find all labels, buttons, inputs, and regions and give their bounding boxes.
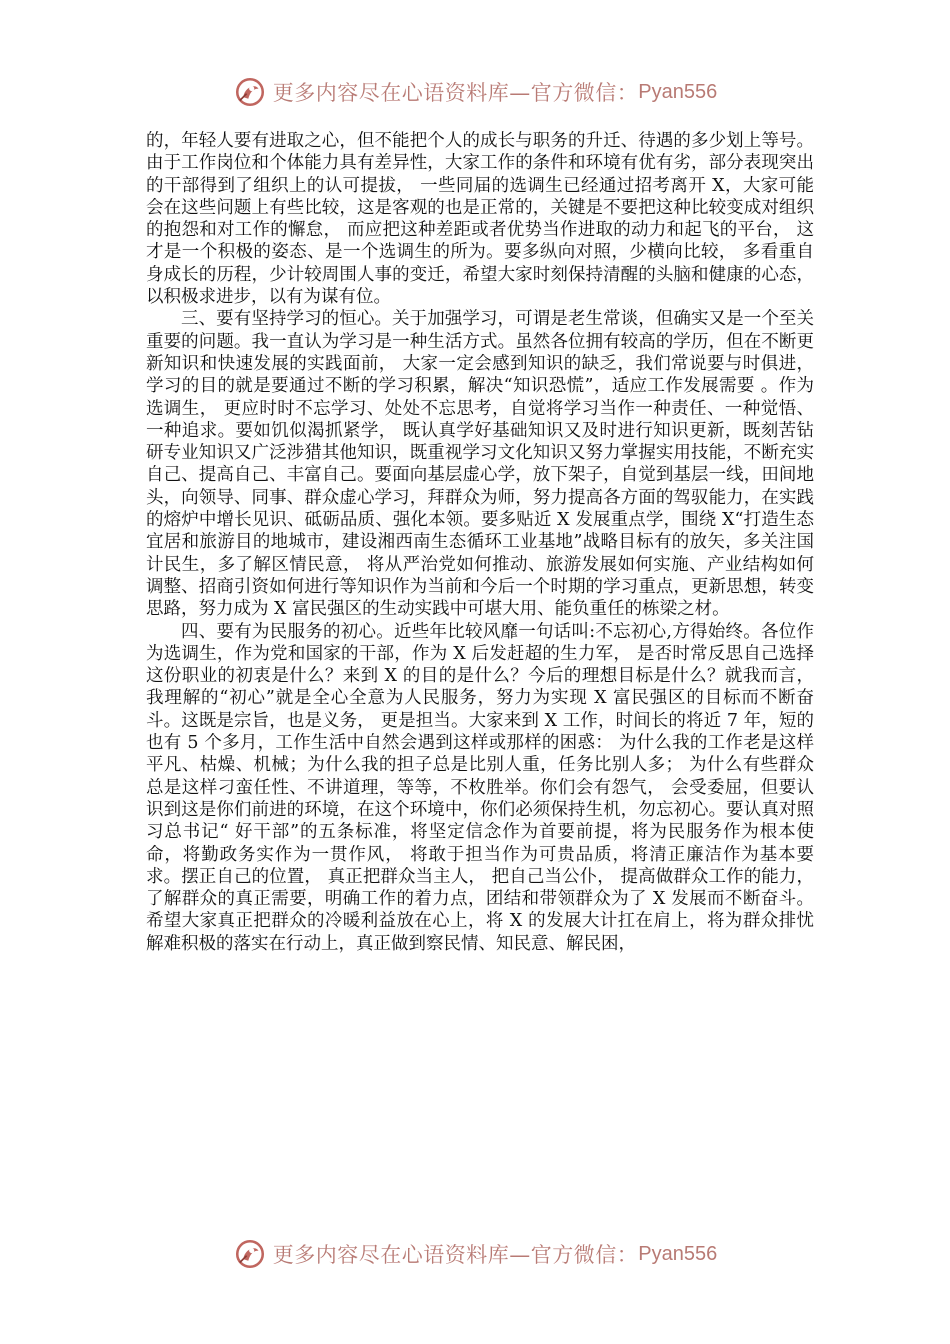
flower-logo-icon <box>233 75 267 109</box>
document-body <box>146 130 814 955</box>
paragraph-1: 的，年轻人要有进取之心，但不能把个人的成长与职务的升迁、待遇的多少划上等号。由于工作岗位和个体能力具有差异性，大家工作的条件和环境有优有劣，部分表现突出的干部得到了组织上的认可提拔， 一些同届的选调生已经通过招考离开 X，大家可能会在这些问题上有些比较，这是客观的也是正常的，关键是不要把这种比较变成对组织的抱怨和对工作的懈怠， 而应把这种差距或者优势当作进取的动力和起飞的平台， 这才是一个积极的姿态、是一个选调生的所为。要多纵向对照，少横向比较， 多看重自身成长的历程，少计较周围人事的变迁，希望大家时刻保持清醒的头脑和健康的心态，以积极求进步，以有为谋有位。 <box>146 131 814 308</box>
footer-banner-text: 更多内容尽在心语资料库—官方微信： <box>272 1243 639 1267</box>
footer-wechat-id: Pyan556 <box>638 1242 718 1265</box>
flower-logo-icon <box>233 1237 267 1271</box>
paragraph-3: 四、要有为民服务的初心。近些年比较风靡一句话叫:不忘初心,方得始终。各位作为选调生，作为党和国家的干部，作为 X 后发赶超的生力军， 是否时常反思自己选择这份职业的初衷是什么？来到 X 的目的是什么？今后的理想目标是什么？就我而言，我理解的“初心”就是全心全意为人民服务，努力为实现 X 富民强区的目标而不断奋斗。这既是宗旨，也是义务， 更是担当。大家来到 X 工作，时间长的将近 7 年，短的也有 5 个多月，工作生活中自然会遇到这样或那样的困惑： 为什么我的工作老是这样平凡、枯燥、机械；为什么我的担子总是比别人重，任务比别人多； 为什么有些群众总是这样刁蛮任性、不讲道理，等等，不枚胜举。你们会有怨气， 会受委屈，但要认识到这是你们前进的环境，在这个环境中，你们必须保持生机，勿忘初心。要认真对照习总书记“ 好干部”的五条标准，将坚定信念作为首要前提，将为民服务作为根本使命，将勤政务实作为一贯作风， 将敢于担当作为可贵品质，将清正廉洁作为基本要求。摆正自己的位置， 真正把群众当主人， 把自己当公仆， 提高做群众工作的能力，了解群众的真正需要，明确工作的着力点，团结和带领群众为了 X 发展而不断奋斗。希望大家真正把群众的冷暖利益放在心上，将 X 的发展大计扛在肩上，将为群众排忧解难积极的落实在行动上，真正做到察民情、知民意、解民困， <box>146 621 814 954</box>
header-banner-text: 更多内容尽在心语资料库—官方微信： <box>272 81 639 105</box>
header-banner <box>0 72 950 112</box>
header-wechat-id: Pyan556 <box>638 80 718 103</box>
paragraph-2: 三、要有坚持学习的恒心。关于加强学习，可谓是老生常谈，但确实又是一个至关重要的问题。我一直认为学习是一种生活方式。虽然各位拥有较高的学历，但在不断更新知识和快速发展的实践面前， 大家一定会感到知识的缺乏，我们常说要与时俱进， 学习的目的就是要通过不断的学习积累，解决“知识恐慌”，适应工作发展需要 。作为选调生， 更应时时不忘学习、处处不忘思考，自觉将学习当作一种责任、一种觉悟、一种追求。要如饥似渴抓紧学， 既认真学好基础知识又及时进行知识更新，既刻苦钻研专业知识又广泛涉猎其他知识，既重视学习文化知识又努力掌握实用技能，不断充实自己、提高自己、丰富自己。要面向基层虚心学，放下架子，自觉到基层一线，田间地头，向领导、同事、群众虚心学习，拜群众为师，努力提高各方面的驾驭能力，在实践的熔炉中增长见识、砥砺品质、强化本领。要多贴近 X 发展重点学，围绕 X“打造生态宜居和旅游目的地城市，建设湘西南生态循环工业基地”战略目标有的放矢，多关注国计民生，多了解区情民意， 将从严治党如何推动、旅游发展如何实施、产业结构如何调整、招商引资如何进行等知识作为当前和今后一个时期的学习重点，更新思想，转变思路，努力成为 X 富民强区的生动实践中可堪大用、能负重任的栋梁之材。 <box>146 309 814 620</box>
footer-banner <box>0 1234 950 1274</box>
